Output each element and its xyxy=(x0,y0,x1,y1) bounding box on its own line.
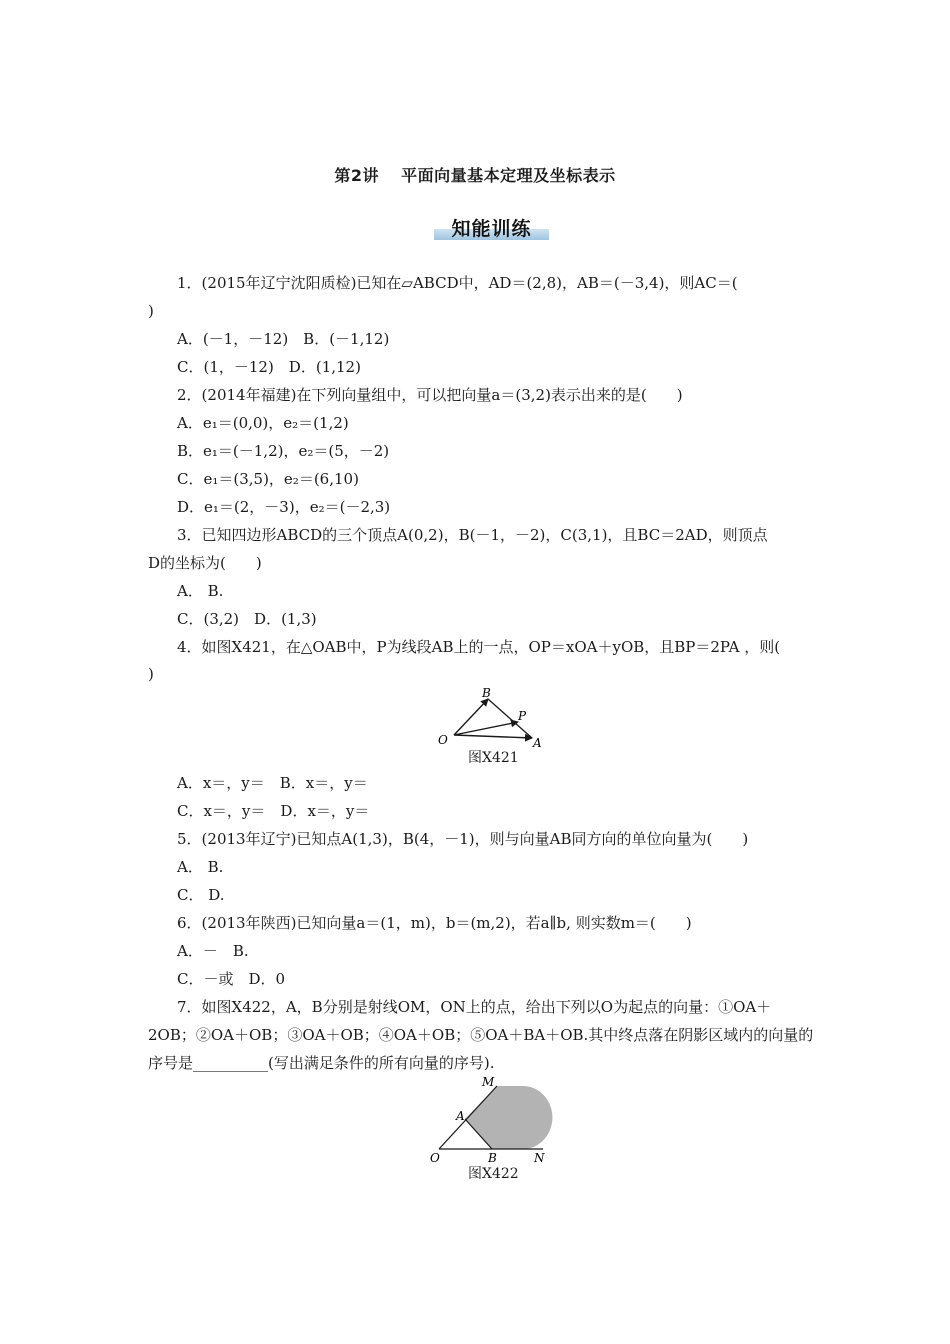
q3-line-2: D的坐标为( ) xyxy=(148,554,262,572)
label-m: M xyxy=(482,1076,495,1089)
label-b: B xyxy=(488,1151,497,1165)
q5-options-cd: C． D. xyxy=(177,886,225,904)
q1-options-ab: A．(－1，－12) B．(－1,12) xyxy=(177,330,390,348)
label-a: A xyxy=(533,736,542,750)
page-title xyxy=(0,163,950,186)
q2-option-d: D．e₁＝(2，－3)，e₂＝(－2,3) xyxy=(177,498,391,516)
section-banner xyxy=(434,214,549,241)
q7-line-1: 7．如图X422，A，B分别是射线OM，ON上的点，给出下列以O为起点的向量：①OA＋ xyxy=(177,998,772,1016)
q6-line-1: 6．(2013年陕西)已知向量a＝(1，m)，b＝(m,2)，若a∥b, 则实数m＝( ) xyxy=(177,914,692,932)
q4-options-ab: A．x＝，y＝ B．x＝，y＝ xyxy=(177,774,368,792)
label-o: O xyxy=(430,1151,440,1165)
q7-line-2: 2OB；②OA＋OB；③OA＋OB；④OA＋OB；⑤OA＋BA＋OB.其中终点落在阴影区域内的向量的 xyxy=(148,1026,814,1044)
q6-options-ab: A．－ B. xyxy=(177,942,249,960)
label-p: P xyxy=(518,709,527,723)
q4-line-2: ) xyxy=(148,665,154,683)
q4-line-1: 4．如图X421，在△OAB中，P为线段AB上的一点，OP＝xOA＋yOB，且BP＝2PA ，则( xyxy=(177,638,781,656)
q7-line-3: 序号是__________(写出满足条件的所有向量的序号). xyxy=(148,1054,495,1072)
label-b: B xyxy=(482,686,491,700)
q1-line-2: ) xyxy=(148,302,154,320)
q2-line-1: 2．(2014年福建)在下列向量组中，可以把向量a＝(3,2)表示出来的是( ) xyxy=(177,386,683,404)
lesson-name: 平面向量基本定理及坐标表示 xyxy=(401,166,616,185)
label-n: N xyxy=(534,1151,545,1165)
lesson-number: 第2讲 xyxy=(334,166,380,185)
q5-line-1: 5．(2013年辽宁)已知点A(1,3)，B(4，－1)，则与向量AB同方向的单位向量为( ) xyxy=(177,830,749,848)
figure-x421-caption: 图X421 xyxy=(468,750,519,766)
q3-line-1: 3．已知四边形ABCD的三个顶点A(0,2)，B(－1，－2)，C(3,1)，且BC＝2AD，则顶点 xyxy=(177,526,768,544)
vector-oa xyxy=(454,735,532,738)
label-o: O xyxy=(438,733,448,747)
shaded-region xyxy=(465,1086,552,1149)
q2-option-a: A．e₁＝(0,0)，e₂＝(1,2) xyxy=(177,414,349,432)
banner-label: 知能训练 xyxy=(451,218,532,240)
q1-line-1: 1．(2015年辽宁沈阳质检)已知在▱ABCD中，AD＝(2,8)，AB＝(－3,4)，则AC＝( xyxy=(177,274,738,292)
q3-options-cd: C．(3,2) D．(1,3) xyxy=(177,610,317,628)
q2-option-b: B．e₁＝(－1,2)，e₂＝(5，－2) xyxy=(177,442,390,460)
q2-option-c: C．e₁＝(3,5)，e₂＝(6,10) xyxy=(177,470,359,488)
q4-options-cd: C．x＝，y＝ D．x＝，y＝ xyxy=(177,802,370,820)
figure-x422-caption: 图X422 xyxy=(468,1166,519,1182)
q5-options-ab: A． B. xyxy=(177,858,224,876)
figure-x422 xyxy=(425,1076,560,1166)
figure-x421 xyxy=(436,686,548,752)
q3-options-ab: A． B. xyxy=(177,582,224,600)
q1-options-cd: C．(1，－12) D．(1,12) xyxy=(177,358,361,376)
label-a: A xyxy=(456,1109,465,1123)
q6-options-cd: C．－或 D．0 xyxy=(177,970,286,988)
